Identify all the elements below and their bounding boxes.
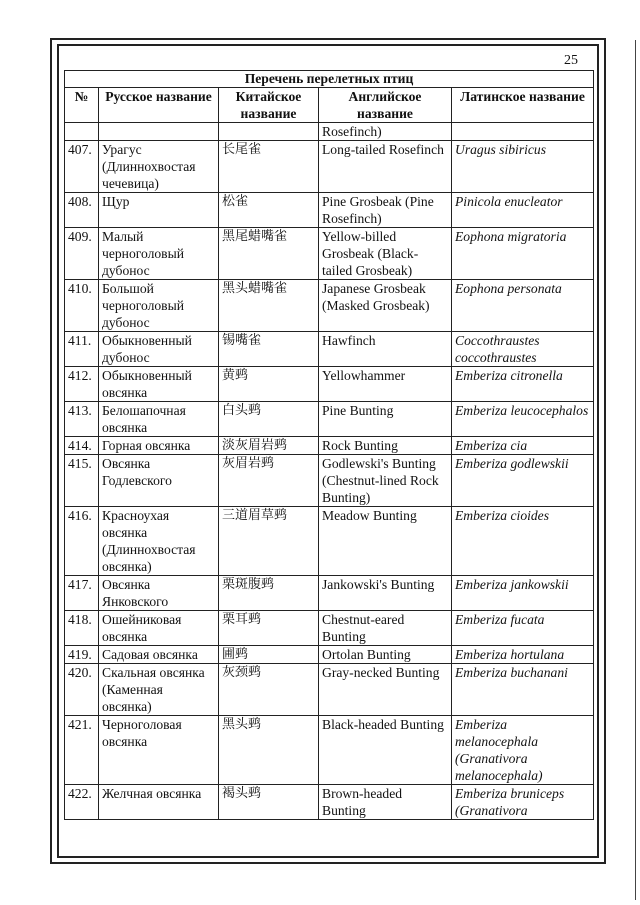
table-row <box>65 646 594 664</box>
table-row <box>65 193 594 228</box>
latin-name: Pinicola enucleator <box>452 193 594 228</box>
table-row <box>65 280 594 332</box>
russian-name: Скальная овсянка (Каменная овсянка) <box>99 664 219 716</box>
chinese-name: 灰颈鹀 <box>219 664 319 716</box>
russian-name: Малый черноголовый дубонос <box>99 228 219 280</box>
table-row <box>65 367 594 402</box>
table-row <box>65 507 594 576</box>
row-number: 420. <box>65 664 99 716</box>
russian-name: Урагус (Длиннохвостая чечевица) <box>99 141 219 193</box>
table-row <box>65 664 594 716</box>
row-number: 415. <box>65 455 99 507</box>
carryover-la <box>452 123 594 141</box>
row-number: 416. <box>65 507 99 576</box>
latin-name: Emberiza leucocephalos <box>452 402 594 437</box>
russian-name: Желчная овсянка <box>99 785 219 820</box>
latin-name: Emberiza fucata <box>452 611 594 646</box>
row-number: 412. <box>65 367 99 402</box>
english-name: Long-tailed Rosefinch <box>319 141 452 193</box>
table-row <box>65 402 594 437</box>
chinese-name: 褐头鹀 <box>219 785 319 820</box>
row-number: 418. <box>65 611 99 646</box>
chinese-name: 黑头鹀 <box>219 716 319 785</box>
english-name: Yellowhammer <box>319 367 452 402</box>
english-name: Pine Bunting <box>319 402 452 437</box>
english-name: Pine Grosbeak (Pine Rosefinch) <box>319 193 452 228</box>
latin-name: Coccothraustes coccothraustes <box>452 332 594 367</box>
english-name: Hawfinch <box>319 332 452 367</box>
english-name: Rock Bunting <box>319 437 452 455</box>
table-row <box>65 455 594 507</box>
latin-name: Eophona migratoria <box>452 228 594 280</box>
chinese-name: 圃鹀 <box>219 646 319 664</box>
latin-name: Emberiza godlewskii <box>452 455 594 507</box>
header-chinese: Китайское название <box>219 88 319 123</box>
carryover-ru <box>99 123 219 141</box>
latin-name: Emberiza cia <box>452 437 594 455</box>
russian-name: Черноголовая овсянка <box>99 716 219 785</box>
russian-name: Ошейниковая овсянка <box>99 611 219 646</box>
table-row <box>65 785 594 820</box>
chinese-name: 黑头蜡嘴雀 <box>219 280 319 332</box>
page-number: 25 <box>564 53 578 68</box>
russian-name: Овсянка Годлевского <box>99 455 219 507</box>
scan-edge-line <box>635 40 636 900</box>
latin-name: Emberiza citronella <box>452 367 594 402</box>
russian-name: Садовая овсянка <box>99 646 219 664</box>
row-number: 421. <box>65 716 99 785</box>
header-latin: Латинское название <box>452 88 594 123</box>
header-russian: Русское название <box>99 88 219 123</box>
english-name: Japanese Grosbeak (Masked Grosbeak) <box>319 280 452 332</box>
english-name: Black-headed Bunting <box>319 716 452 785</box>
carryover-row <box>65 123 594 141</box>
carryover-zh <box>219 123 319 141</box>
english-name: Chestnut-eared Bunting <box>319 611 452 646</box>
table-row <box>65 437 594 455</box>
table-row <box>65 576 594 611</box>
table-title: Перечень перелетных птиц <box>65 71 594 88</box>
row-number: 422. <box>65 785 99 820</box>
chinese-name: 黄鹀 <box>219 367 319 402</box>
russian-name: Обыкновенный овсянка <box>99 367 219 402</box>
chinese-name: 松雀 <box>219 193 319 228</box>
english-name: Jankowski's Bunting <box>319 576 452 611</box>
table-row <box>65 228 594 280</box>
chinese-name: 白头鹀 <box>219 402 319 437</box>
latin-name: Uragus sibiricus <box>452 141 594 193</box>
russian-name: Овсянка Янковского <box>99 576 219 611</box>
latin-name: Emberiza bruniceps (Granativora <box>452 785 594 820</box>
carryover-en: Rosefinch) <box>319 123 452 141</box>
latin-name: Emberiza melanocephala (Granativora melanocephala) <box>452 716 594 785</box>
latin-name: Emberiza hortulana <box>452 646 594 664</box>
russian-name: Обыкновенный дубонос <box>99 332 219 367</box>
russian-name: Щур <box>99 193 219 228</box>
russian-name: Большой черноголовый дубонос <box>99 280 219 332</box>
table-row <box>65 332 594 367</box>
table-row <box>65 716 594 785</box>
english-name: Ortolan Bunting <box>319 646 452 664</box>
row-number: 409. <box>65 228 99 280</box>
migratory-birds-table <box>64 70 594 820</box>
table-row <box>65 611 594 646</box>
row-number: 414. <box>65 437 99 455</box>
english-name: Gray-necked Bunting <box>319 664 452 716</box>
russian-name: Горная овсянка <box>99 437 219 455</box>
english-name: Yellow-billed Grosbeak (Black-tailed Grosbeak) <box>319 228 452 280</box>
row-number: 410. <box>65 280 99 332</box>
chinese-name: 黑尾蜡嘴雀 <box>219 228 319 280</box>
row-number: 419. <box>65 646 99 664</box>
chinese-name: 长尾雀 <box>219 141 319 193</box>
table-row <box>65 141 594 193</box>
latin-name: Emberiza jankowskii <box>452 576 594 611</box>
row-number: 407. <box>65 141 99 193</box>
chinese-name: 灰眉岩鹀 <box>219 455 319 507</box>
english-name: Brown-headed Bunting <box>319 785 452 820</box>
latin-name: Emberiza cioides <box>452 507 594 576</box>
header-num: № <box>65 88 99 123</box>
chinese-name: 锡嘴雀 <box>219 332 319 367</box>
carryover-num <box>65 123 99 141</box>
latin-name: Eophona personata <box>452 280 594 332</box>
row-number: 411. <box>65 332 99 367</box>
russian-name: Белошапочная овсянка <box>99 402 219 437</box>
header-english: Английское название <box>319 88 452 123</box>
row-number: 408. <box>65 193 99 228</box>
chinese-name: 栗斑腹鹀 <box>219 576 319 611</box>
chinese-name: 三道眉草鹀 <box>219 507 319 576</box>
russian-name: Красноухая овсянка (Длиннохвостая овсянка) <box>99 507 219 576</box>
bird-table-container <box>64 70 593 820</box>
english-name: Meadow Bunting <box>319 507 452 576</box>
chinese-name: 栗耳鹀 <box>219 611 319 646</box>
row-number: 413. <box>65 402 99 437</box>
latin-name: Emberiza buchanani <box>452 664 594 716</box>
english-name: Godlewski's Bunting (Chestnut-lined Rock Bunting) <box>319 455 452 507</box>
chinese-name: 淡灰眉岩鹀 <box>219 437 319 455</box>
row-number: 417. <box>65 576 99 611</box>
